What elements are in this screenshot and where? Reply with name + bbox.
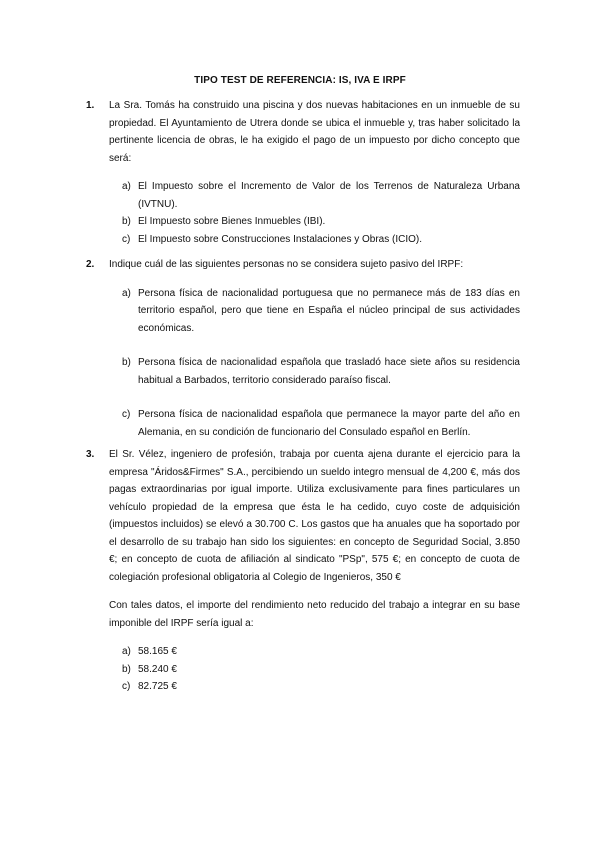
option-letter: a) <box>122 646 131 657</box>
option-b <box>109 213 520 231</box>
question-2 <box>88 256 520 441</box>
option-c <box>109 231 520 249</box>
option-letter: c) <box>122 681 131 692</box>
option-text: El Impuesto sobre el Incremento de Valor de los Terrenos de Naturaleza Urbana (IVTNU). <box>138 181 520 210</box>
option-text: Persona física de nacionalidad portuguesa que no permanece más de 183 días en territorio español, pero que tiene en España el núcleo principal de sus actividades económicas. <box>138 287 520 334</box>
option-letter: a) <box>122 181 131 192</box>
question-text: El Sr. Vélez, ingeniero de profesión, trabaja por cuenta ajena durante el ejercicio para la empresa "Áridos&Firmes" S.A., percibiendo un sueldo integro mensual de 4,200 €, más dos pagas extraordinarias por igual importe. Utiliza exclusivamente para fines particulares un vehículo propiedad de la empresa que ésta le ha cedido, cuyo coste de adquisición (impuestos incluidos) se elevó a 30.700 C. Los gastos que ha anuales que ha soportado por el desarrollo de su trabajo han sido los siguientes: en concepto de Seguridad Social, 3.850 €; en concepto de cuota de afiliación al sindicato "PSp", 575 €; en concepto de cuota de colegiación profesional obligatoria al Colegio de Ingenieros, 350 € <box>109 449 520 583</box>
option-letter: b) <box>122 216 131 227</box>
question-text: Indique cuál de las siguientes personas no se considera sujeto pasivo del IRPF: <box>109 259 464 270</box>
question-prompt: Con tales datos, el importe del rendimiento neto reducido del trabajo a integrar en su base imponible del IRPF sería igual a: <box>109 600 520 629</box>
option-b <box>109 661 520 679</box>
option-text: 58.240 € <box>138 663 177 675</box>
option-a <box>109 643 520 661</box>
option-a <box>109 178 520 213</box>
question-3 <box>88 446 520 696</box>
options-list <box>109 643 520 696</box>
option-b <box>109 354 520 389</box>
option-letter: a) <box>122 287 131 299</box>
question-text: La Sra. Tomás ha construido una piscina y dos nuevas habitaciones en un inmueble de su propiedad. El Ayuntamiento de Utrera donde se ubica el inmueble y, tras haber solicitado la pertinente licencia de obras, le ha exigido el pago de un impuesto por dicho concepto que será: <box>109 100 520 164</box>
option-letter: c) <box>122 409 131 420</box>
option-c <box>109 406 520 441</box>
option-letter: b) <box>122 663 131 675</box>
document-title: TIPO TEST DE REFERENCIA: IS, IVA E IRPF <box>194 75 406 86</box>
question-number: 1. <box>86 100 95 111</box>
question-number: 3. <box>86 449 95 460</box>
option-text: El Impuesto sobre Bienes Inmuebles (IBI). <box>138 216 326 227</box>
option-text: El Impuesto sobre Construcciones Instalaciones y Obras (ICIO). <box>138 233 423 245</box>
question-number: 2. <box>86 259 95 270</box>
option-text: Persona física de nacionalidad española que permanece la mayor parte del año en Alemania, en su condición de funcionario del Consulado español en Berlín. <box>138 409 520 438</box>
options-list <box>109 285 520 442</box>
option-text: 58.165 € <box>138 646 177 657</box>
option-a <box>109 285 520 338</box>
option-letter: b) <box>122 357 131 368</box>
option-letter: c) <box>122 233 131 245</box>
options-list <box>109 178 520 248</box>
option-c <box>109 678 520 696</box>
option-text: 82.725 € <box>138 681 177 692</box>
question-1 <box>88 97 520 248</box>
option-text: Persona física de nacionalidad española que trasladó hace siete años su residencia habitual a Barbados, territorio considerado paraíso fiscal. <box>138 357 520 386</box>
